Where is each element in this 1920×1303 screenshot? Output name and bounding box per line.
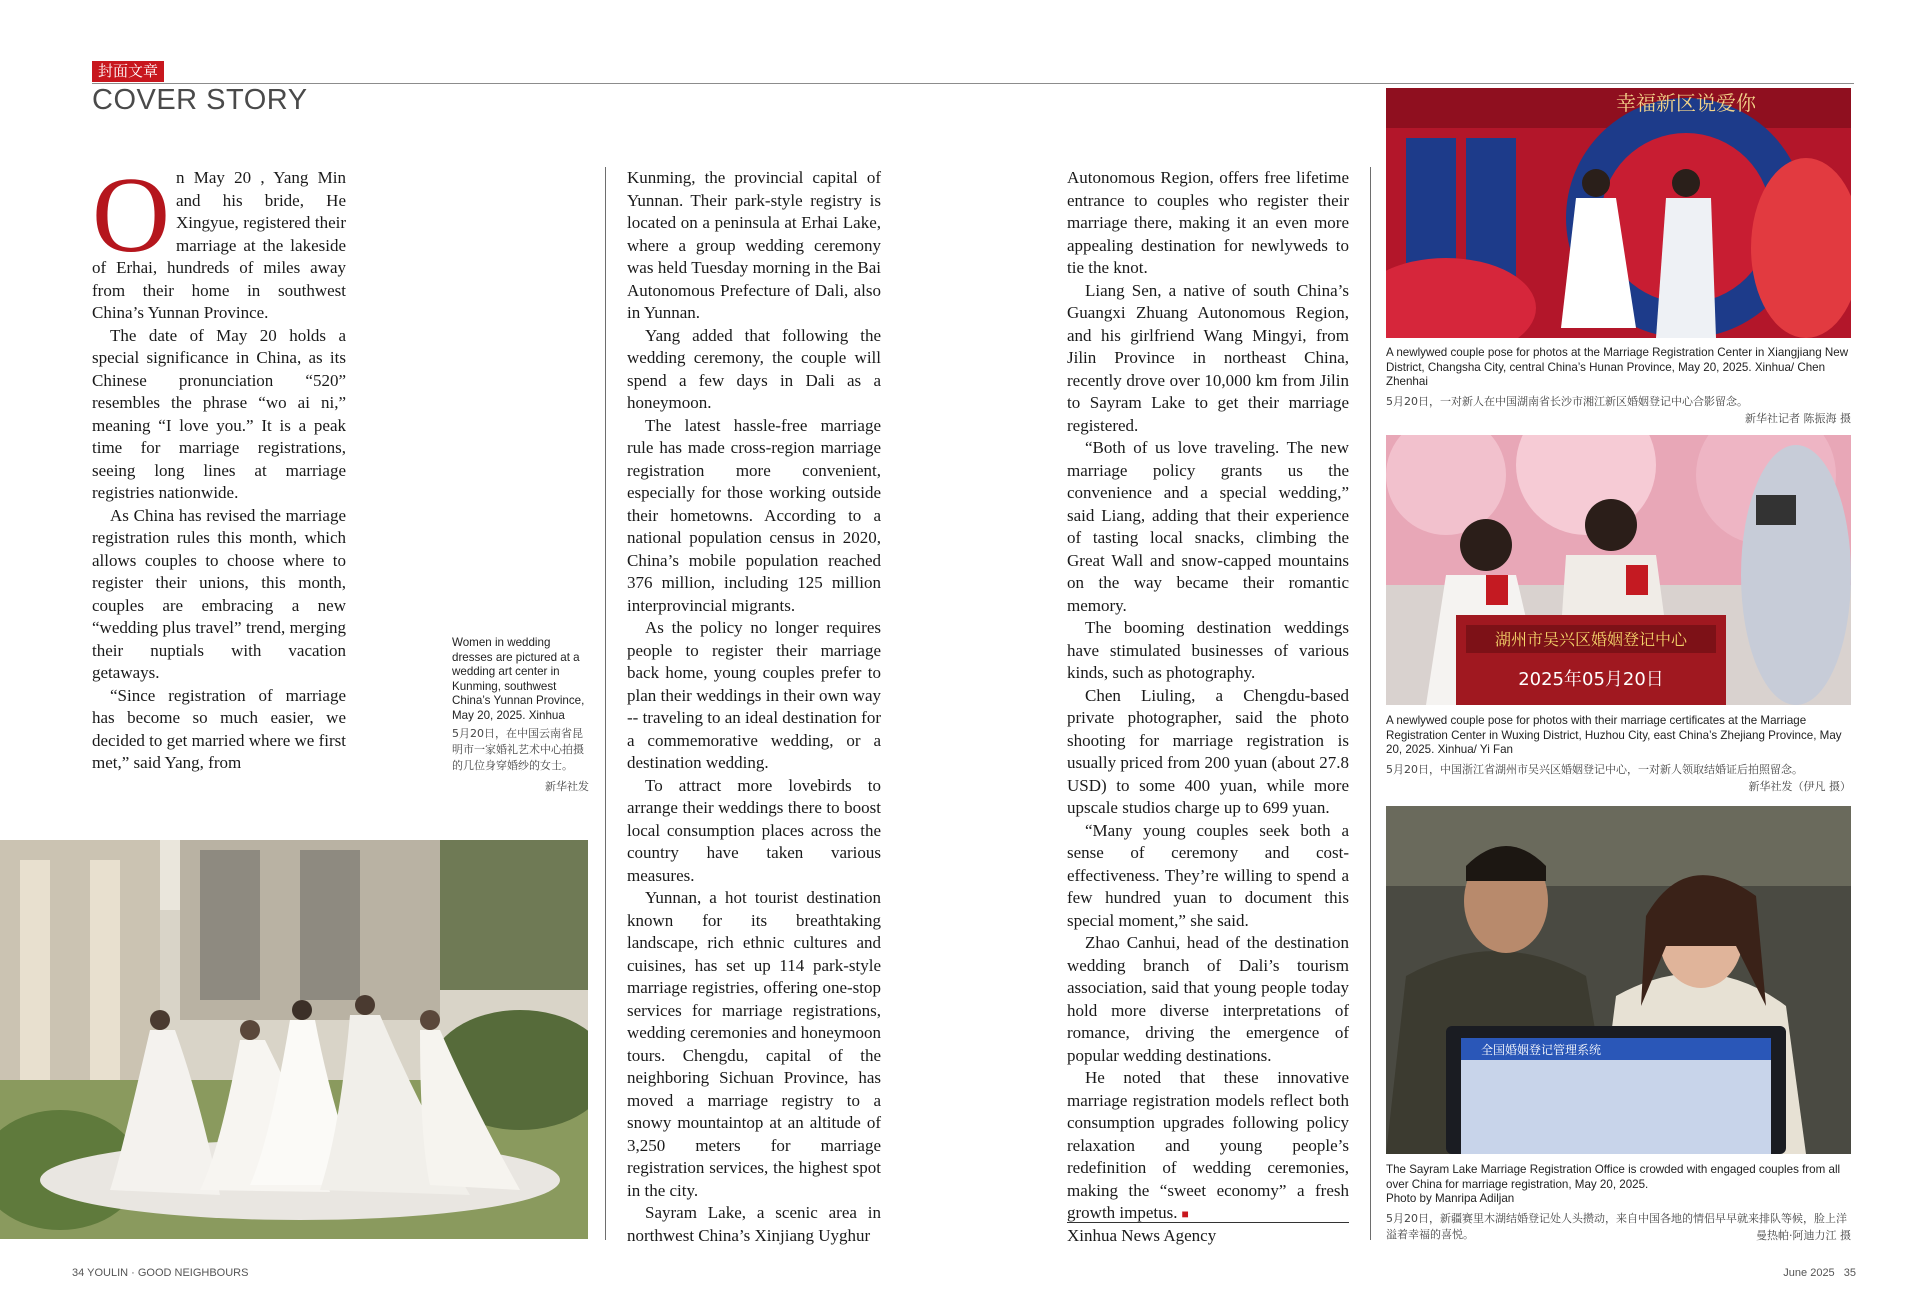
photo2-banner-text: 湖州市吴兴区婚姻登记中心: [1494, 630, 1688, 649]
photo2-date-text: 2025年05月20日: [1518, 669, 1664, 690]
couple-huzhou-image: [1386, 435, 1851, 705]
article-paragraph: As China has revised the marriage registration rules this month, which allows couples to choose where to register their unions, this month, couples are embracing a new “wedding plus travel” trend, merging their nuptials with vacation getaways.: [92, 505, 346, 682]
footer-right: [1783, 1267, 1856, 1279]
article-paragraph: The date of May 20 holds a special significance in China, as its Chinese pronunciation “520” resembles the phrase “wo ai ni,” meaning “I love you.” It is a peak time for marriage registrations, seeing long lines at marriage registries nationwide.: [92, 325, 346, 502]
photo1-banner-text: 幸福新区说爱你: [1616, 91, 1756, 115]
brides-garden-image: [0, 840, 588, 1239]
sayram-couple-image: [1386, 806, 1851, 1154]
photo-couple-huzhou: [1386, 435, 1851, 705]
column-divider: [1370, 167, 1371, 1240]
caption-chinese: 5月20日，新疆赛里木湖结婚登记处人头攒动，来自中国各地的情侣早早就来排队等候，脸上洋溢着幸福的喜悦。: [1386, 1211, 1847, 1241]
article-paragraph: “Since registration of marriage has become so much easier, we decided to get married where we first met,” said Yang, from: [92, 685, 346, 772]
photo3-screen-text: 全国婚姻登记管理系统: [1481, 1043, 1602, 1057]
article-column-3: [1067, 167, 1349, 1226]
article-paragraph: Kunming, the provincial capital of Yunnan. Their park-style registry is located on a peninsula at Erhai Lake, where a group wedding ceremony was held Tuesday morning in the Bai Autonomous Prefecture of Dali, also in Yunnan.: [627, 168, 881, 322]
caption-right-1: [1386, 346, 1851, 426]
photo-couple-changsha: [1386, 88, 1851, 338]
article-paragraph: Sayram Lake, a scenic area in northwest China’s Xinjiang Uyghur: [627, 1203, 881, 1245]
caption-right-2: [1386, 714, 1851, 794]
drop-cap: O: [92, 156, 170, 275]
article-paragraph: Zhao Canhui, head of the destination wedding branch of Dali’s tourism association, said that young people today hold more diverse interpretations of romance, driving the emergence of popular wedding destinations.: [1067, 933, 1349, 1065]
article-paragraph: Yang added that following the wedding ceremony, the couple will spend a few days in Dali as a honeymoon.: [627, 325, 881, 412]
article-paragraph: He noted that these innovative marriage registration models reflect both consumption upgrades following policy relaxation and young people’s redefinition of wedding ceremonies, making the “sweet economy” a fresh growth impetus. ■: [1067, 1068, 1349, 1222]
caption-chinese: 5月20日，一对新人在中国湖南省长沙市湘江新区婚姻登记中心合影留念。: [1386, 394, 1748, 408]
article-paragraph: Autonomous Region, offers free lifetime entrance to couples who register their marriage there, making it an even more appealing destination for newlyweds to tie the knot.: [1067, 168, 1349, 277]
byline-rule: [1067, 1222, 1349, 1223]
article-paragraph: Liang Sen, a native of south China’s Guangxi Zhuang Autonomous Region, and his girlfriend Wang Mingyi, from Jilin Province in northeast China, recently drove over 10,000 km from Jilin to Sayram Lake to get their marriage registered.: [1067, 280, 1349, 435]
caption-english: Women in wedding dresses are pictured at a wedding art center in Kunming, southwest China’s Yunnan Province, May 20, 2025. Xinhua: [452, 636, 585, 722]
article-paragraph: As the policy no longer requires people to register their marriage back home, young couples prefer to plan their weddings in their own way -- traveling to an ideal destination for a commemorative wedding, or a destination wedding.: [627, 618, 881, 772]
issue-date: June 2025: [1783, 1267, 1835, 1279]
page-number-left: 34: [72, 1267, 85, 1279]
caption-right-3: [1386, 1163, 1851, 1243]
caption-credit: 曼热帕·阿迪力江 摄: [1756, 1228, 1851, 1242]
magazine-title: YOULIN · GOOD NEIGHBOURS: [87, 1267, 249, 1279]
photo-sayram-couple: [1386, 806, 1851, 1154]
article-paragraph: “Many young couples seek both a sense of ceremony and cost-effectiveness. They’re willing to spend a few hundred yuan to document this special moment,” she said.: [1067, 820, 1349, 930]
article-paragraph: Chen Liuling, a Chengdu-based private photographer, said the photo shooting for marriage registration is usually priced from 200 yuan (about 27.8 USD) to some 400 yuan, while more upscale studios charge up to 699 yuan.: [1067, 685, 1349, 817]
page-number-right: 35: [1843, 1267, 1856, 1279]
column-divider: [605, 167, 606, 1240]
caption-chinese: 5月20日，中国浙江省湖州市吴兴区婚姻登记中心，一对新人领取结婚证后拍照留念。: [1386, 762, 1803, 776]
section-tag: 封面文章: [92, 61, 164, 82]
caption-photo-credit: Photo by Manripa Adiljan: [1386, 1192, 1515, 1205]
article-column-1: [92, 156, 346, 775]
photo-brides-garden: [0, 840, 588, 1239]
article-paragraph: The latest hassle-free marriage rule has made cross-region marriage registration more convenient, especially for those working outside their hometowns. According to a national population census in 2020, China’s mobile population reached 376 million, including 125 million interprovincial migrants.: [627, 415, 881, 615]
footer-left: [72, 1267, 248, 1279]
byline: Xinhua News Agency: [1067, 1226, 1217, 1245]
article-column-2: [627, 167, 881, 1247]
caption-left: [452, 636, 589, 794]
caption-credit: 新华社发: [545, 780, 589, 793]
couple-changsha-image: [1386, 88, 1851, 338]
caption-credit: 新华社记者 陈振海 摄: [1745, 411, 1851, 425]
section-title: COVER STORY: [92, 84, 308, 116]
caption-english: The Sayram Lake Marriage Registration Office is crowded with engaged couples from all over China for marriage registration, May 20, 2025.: [1386, 1163, 1841, 1191]
caption-english: A newlywed couple pose for photos with their marriage certificates at the Marriage Registration Center in Wuxing District, Huzhou City, east China’s Zhejiang Province, May 20, 2025. Xinhua/ Yi Fan: [1386, 714, 1842, 756]
caption-english: A newlywed couple pose for photos at the Marriage Registration Center in Xiangjiang New District, Changsha City, central China’s Hunan Province, May 20, 2025. Xinhua/ Chen Zhenhai: [1386, 346, 1849, 388]
article-paragraph: Yunnan, a hot tourist destination known for its breathtaking landscape, rich ethnic cultures and cuisines, has set up 114 park-style marriage registries, offering one-stop services for marriage registrations, wedding ceremonies and honeymoon tours. Chengdu, capital of the neighboring Sichuan Province, has moved a marriage registry to a snowy mountaintop at an altitude of 3,250 meters for marriage registration services, the highest spot in the city.: [627, 888, 881, 1200]
article-paragraph: To attract more lovebirds to arrange their weddings there to boost local consumption places across the country have taken various measures.: [627, 775, 881, 885]
end-mark-icon: ■: [1181, 1207, 1189, 1221]
article-paragraph: The booming destination weddings have stimulated businesses of various kinds, such as photography.: [1067, 618, 1349, 682]
header-rule: [92, 83, 1854, 84]
article-paragraph: “Both of us love traveling. The new marriage policy grants us the convenience and a special wedding,” said Liang, adding that their experience of tasting local snacks, climbing the Great Wall and snow-capped mountains on the way became their romantic memory.: [1067, 438, 1349, 615]
caption-chinese: 5月20日，在中国云南省昆明市一家婚礼艺术中心拍摄的几位身穿婚纱的女士。: [452, 727, 584, 772]
article-paragraph: On May 20 , Yang Min and his bride, He Xingyue, registered their marriage at the lakeside of Erhai, hundreds of miles away from their home in southwest China’s Yunnan Province.: [92, 156, 346, 322]
caption-credit: 新华社发（伊凡 摄）: [1748, 779, 1851, 793]
